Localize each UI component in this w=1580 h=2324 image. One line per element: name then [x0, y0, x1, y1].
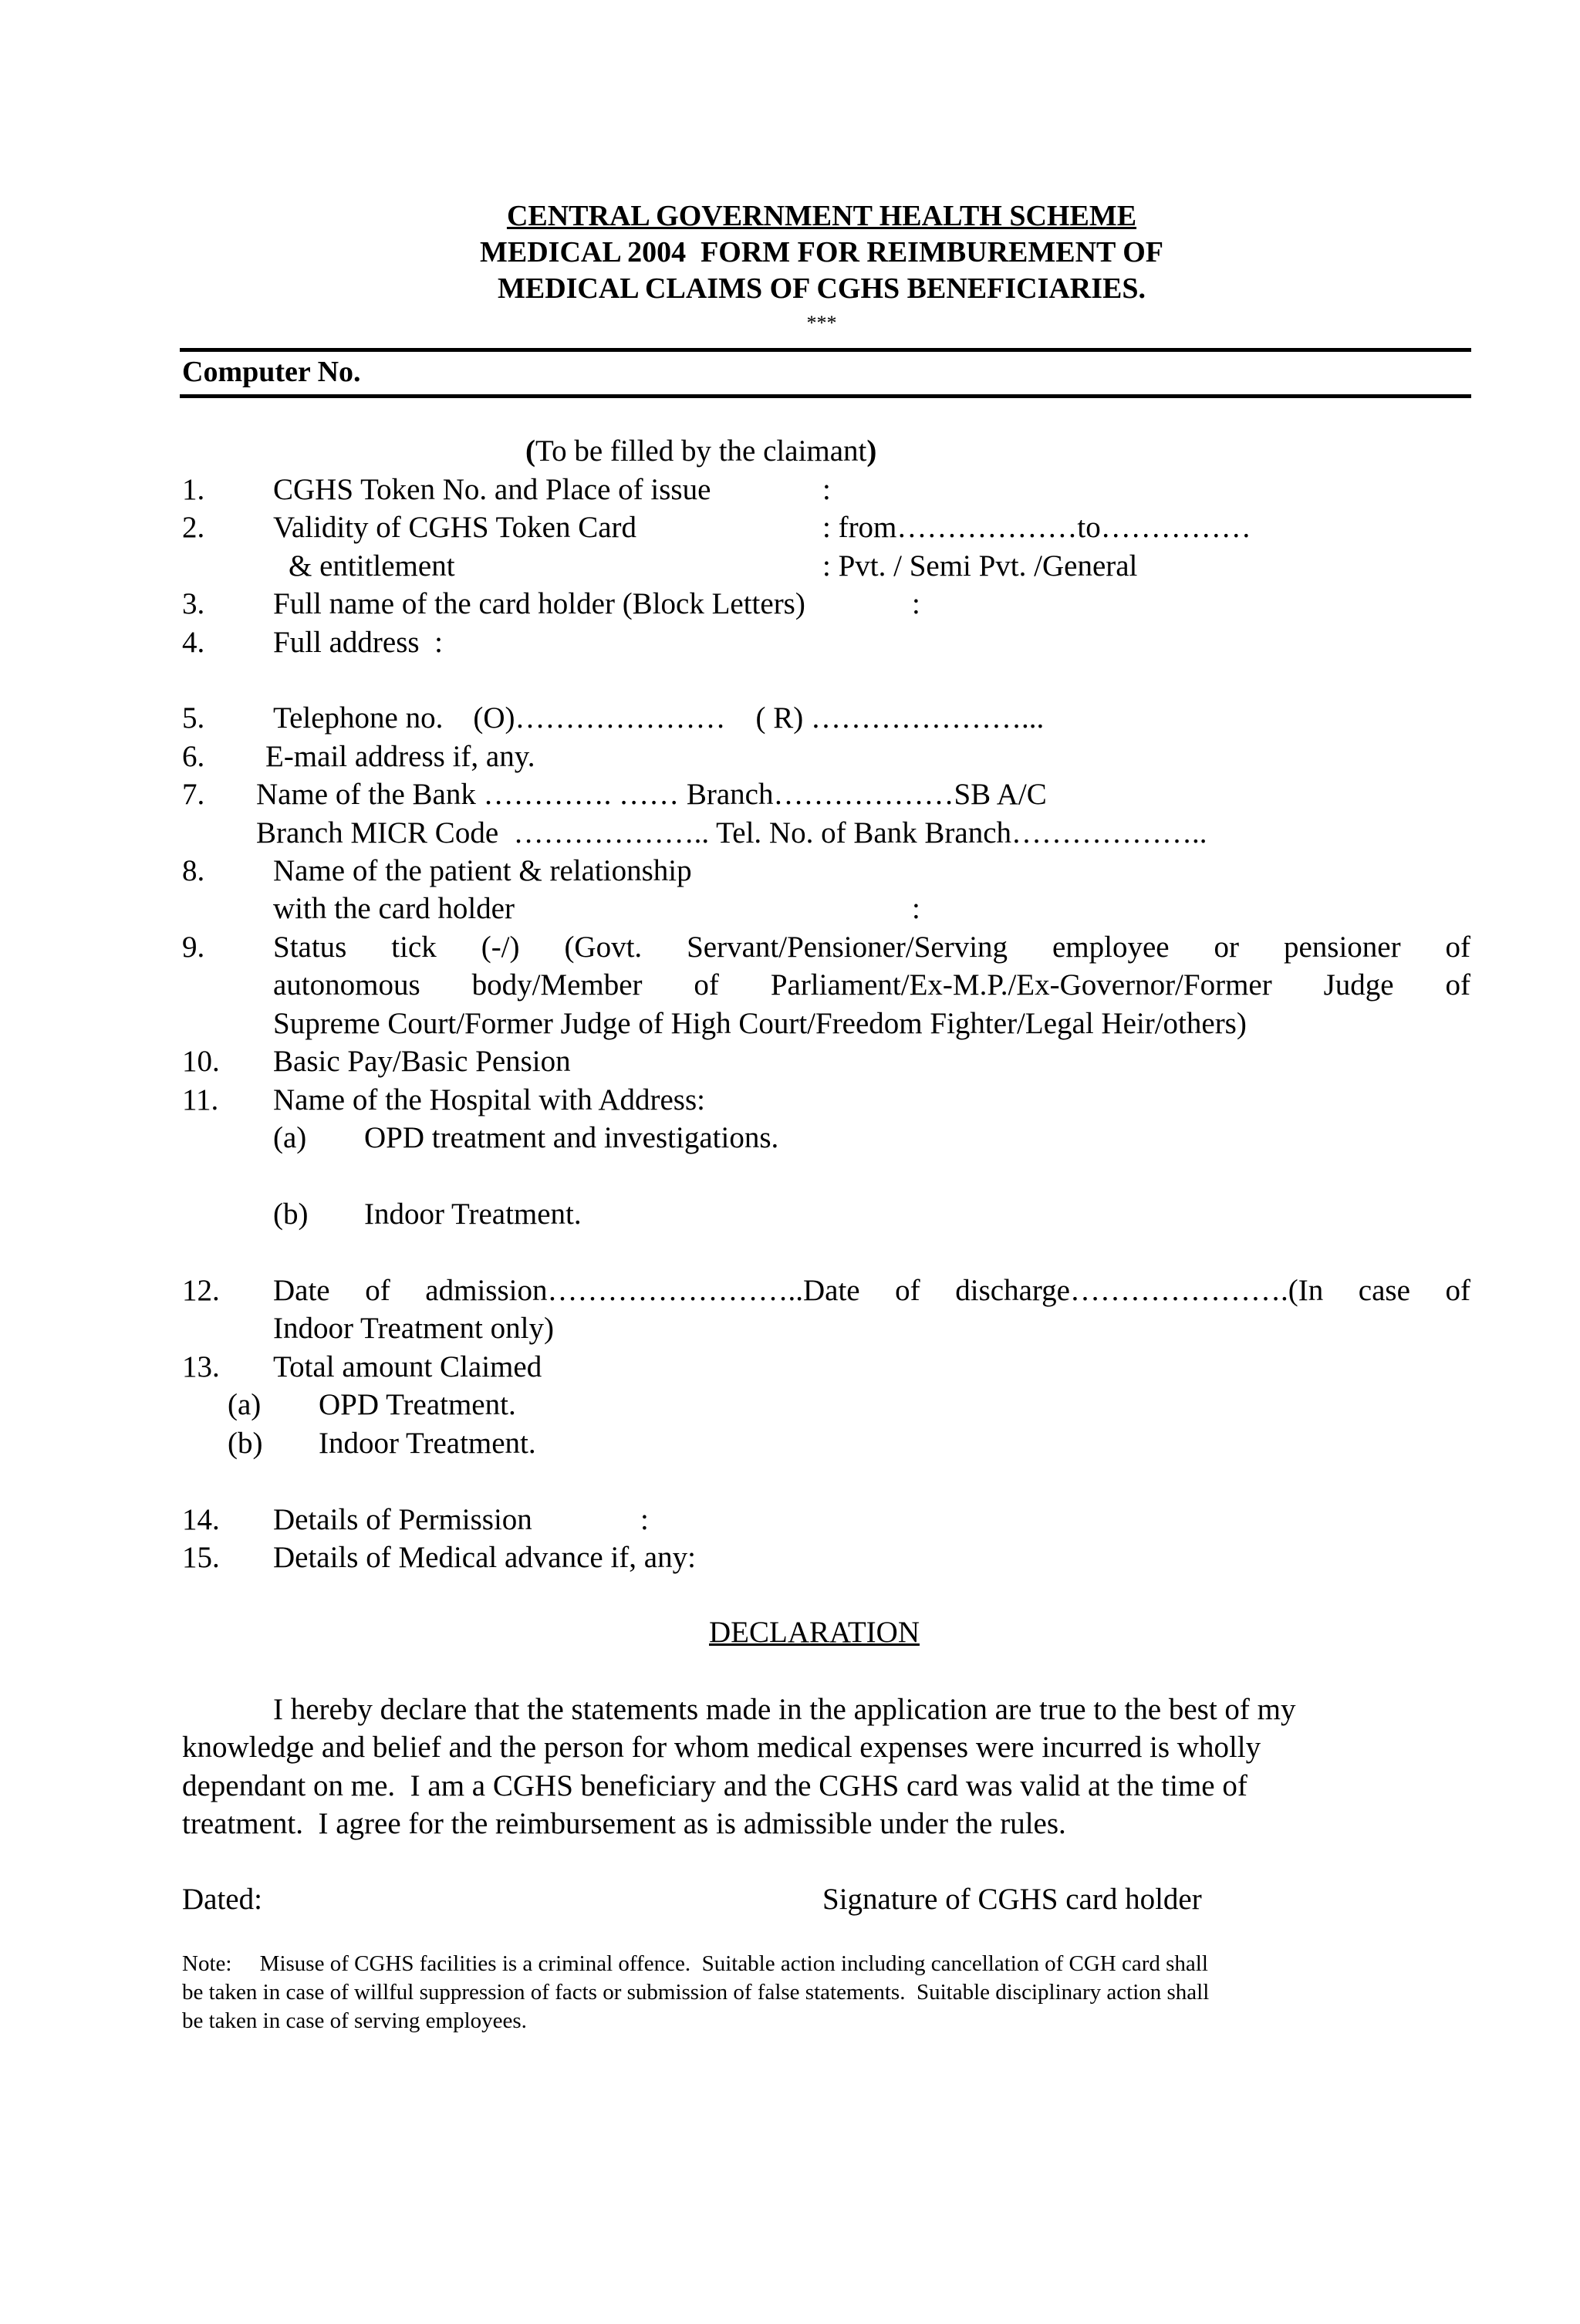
item-number: 5. — [182, 701, 205, 735]
address-label: Full address : — [273, 626, 443, 659]
computer-no-label: Computer No. — [182, 356, 361, 388]
declaration-text-line-3: dependant on me. I am a CGHS beneficiary and the CGHS card was valid at the time of — [182, 1769, 1247, 1802]
item-number: 4. — [182, 626, 205, 659]
declaration-title: DECLARATION — [709, 1616, 920, 1649]
form-title-line-3: MEDICAL CLAIMS OF CGHS BENEFICIARIES. — [497, 272, 1146, 305]
item-number: 3. — [182, 587, 205, 620]
title-stars: *** — [806, 312, 837, 334]
note-line-1: Note: Misuse of CGHS facilities is a criminal offence. Suitable action including cancellation of CGH card shall — [182, 1951, 1208, 1976]
declaration-text-line-2: knowledge and belief and the person for whom medical expenses were incurred is wholly — [182, 1731, 1261, 1764]
sub-item-marker: (b) — [228, 1427, 263, 1460]
token-no-label: CGHS Token No. and Place of issue — [273, 473, 711, 506]
form-title-line-2: MEDICAL 2004 FORM FOR REIMBUREMENT OF — [480, 236, 1163, 269]
permission-colon: : — [640, 1503, 649, 1536]
sub-item-marker: (a) — [273, 1121, 307, 1154]
telephone-label: Telephone no. (O)………………… ( R) …………………... — [273, 701, 1045, 735]
item-number: 9. — [182, 931, 205, 964]
indoor-treatment-label: Indoor Treatment. — [364, 1197, 582, 1231]
basic-pay-label: Basic Pay/Basic Pension — [273, 1045, 571, 1078]
admission-dates-line-2: Indoor Treatment only) — [273, 1312, 554, 1345]
bottom-rule — [180, 394, 1471, 398]
relationship-label: with the card holder — [273, 892, 515, 925]
opd-treatment-label: OPD treatment and investigations. — [364, 1121, 779, 1154]
note-line-2: be taken in case of willful suppression of facts or submission of false statements. Suitable disciplinary action shall — [182, 1980, 1210, 2005]
item-number: 11. — [182, 1083, 219, 1116]
item-number: 10. — [182, 1045, 220, 1078]
opd-amount-label: OPD Treatment. — [319, 1388, 516, 1421]
validity-value: : from………………to…………… — [822, 511, 1251, 544]
status-line-3: Supreme Court/Former Judge of High Court/Freedom Fighter/Legal Heir/others) — [273, 1007, 1247, 1040]
total-amount-label: Total amount Claimed — [273, 1350, 542, 1383]
signature-label: Signature of CGHS card holder — [822, 1883, 1202, 1916]
card-holder-name-label: Full name of the card holder (Block Letters) — [273, 587, 805, 620]
note-line-3: be taken in case of serving employees. — [182, 2008, 527, 2033]
micr-code-label: Branch MICR Code ……………….. Tel. No. of Bank Branch……………….. — [256, 816, 1207, 850]
token-no-colon: : — [822, 473, 831, 506]
bank-name-label: Name of the Bank …………. …… Branch………………SB A/C — [256, 778, 1047, 811]
relationship-colon: : — [912, 892, 920, 925]
email-label: E-mail address if, any. — [265, 740, 535, 773]
top-rule — [180, 348, 1471, 352]
status-line-1: Status tick (-/) (Govt. Servant/Pensioner/Serving employee or pensioner of — [273, 931, 1470, 964]
indoor-amount-label: Indoor Treatment. — [319, 1427, 536, 1460]
sub-item-marker: (b) — [273, 1197, 309, 1231]
dated-label: Dated: — [182, 1883, 262, 1916]
item-number: 2. — [182, 511, 205, 544]
item-number: 8. — [182, 854, 205, 887]
admission-dates-line-1: Date of admission……………………..Date of discharge………………….(In case of — [273, 1274, 1470, 1307]
item-number: 6. — [182, 740, 205, 773]
item-number: 13. — [182, 1350, 220, 1383]
item-number: 14. — [182, 1503, 220, 1536]
card-holder-name-colon: : — [912, 587, 920, 620]
declaration-text-line-4: treatment. I agree for the reimbursement as is admissible under the rules. — [182, 1807, 1066, 1840]
claimant-note: (To be filled by the claimant) — [525, 434, 877, 468]
item-number: 12. — [182, 1274, 220, 1307]
form-title-line-1: CENTRAL GOVERNMENT HEALTH SCHEME — [506, 200, 1137, 232]
patient-name-label: Name of the patient & relationship — [273, 854, 692, 887]
validity-label: Validity of CGHS Token Card — [273, 511, 637, 544]
medical-advance-label: Details of Medical advance if, any: — [273, 1541, 696, 1574]
entitlement-value: : Pvt. / Semi Pvt. /General — [822, 549, 1138, 583]
entitlement-label: & entitlement — [289, 549, 455, 583]
permission-label: Details of Permission — [273, 1503, 532, 1536]
item-number: 7. — [182, 778, 205, 811]
status-line-2: autonomous body/Member of Parliament/Ex-M.P./Ex-Governor/Former Judge of — [273, 968, 1470, 1002]
sub-item-marker: (a) — [228, 1388, 262, 1421]
hospital-label: Name of the Hospital with Address: — [273, 1083, 705, 1116]
item-number: 1. — [182, 473, 205, 506]
declaration-text-line-1: I hereby declare that the statements made in the application are true to the best of my — [273, 1693, 1296, 1726]
item-number: 15. — [182, 1541, 220, 1574]
